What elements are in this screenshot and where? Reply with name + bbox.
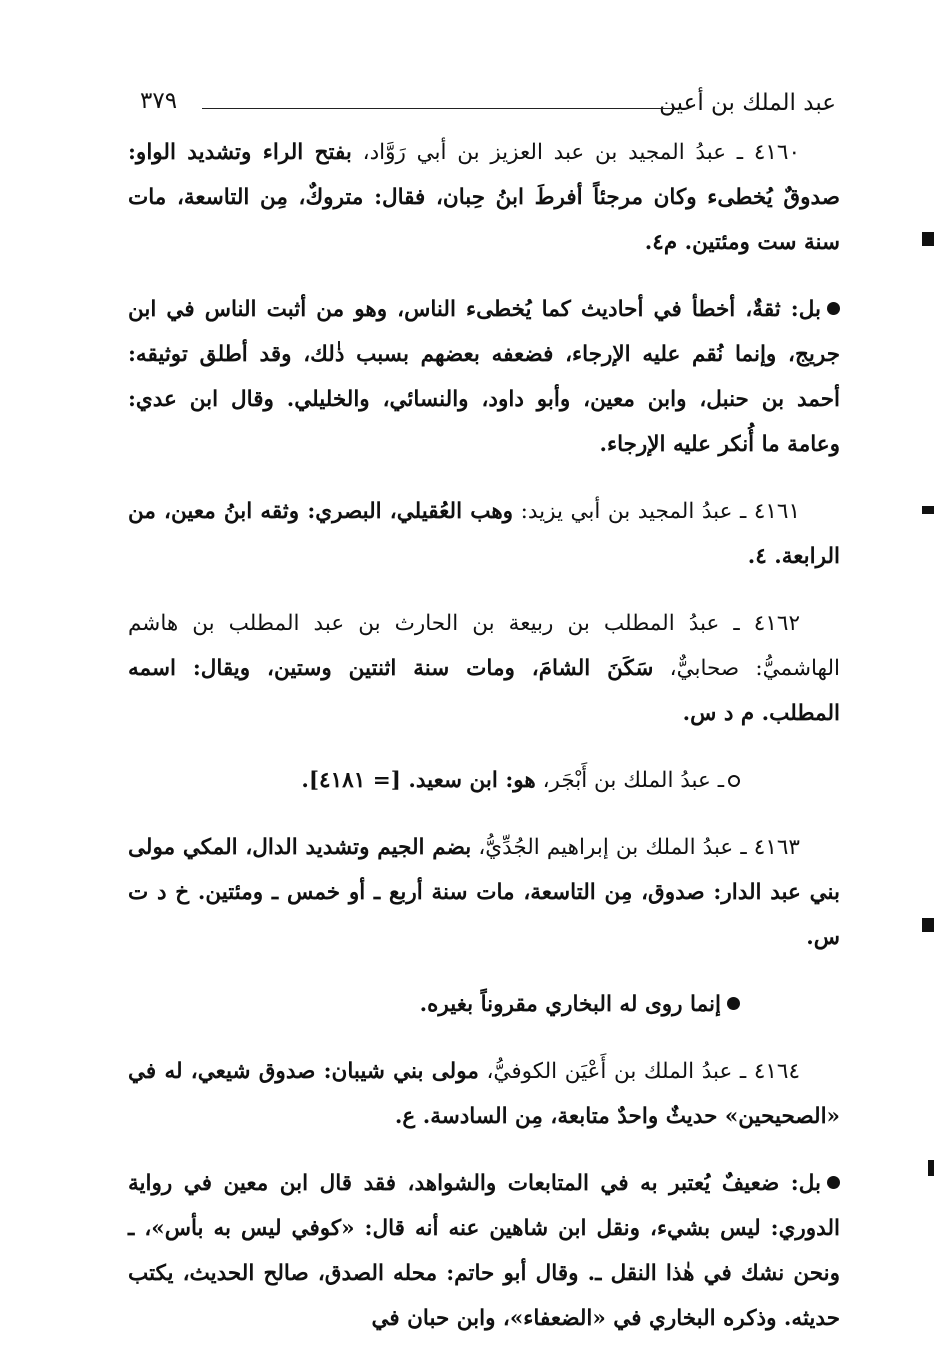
- entry-body: بضم الجيم وتشديد الدال، المكي مولى بني عبد الدار: صدوق، مِن التاسعة، مات سنة أربع ـ أو خمس ـ ومئتين. خ د ت س.: [128, 835, 840, 950]
- entry-number: ٤١٦١: [753, 499, 801, 524]
- comment-4163: [128, 982, 840, 1027]
- hollow-circle-icon: [728, 775, 740, 787]
- entry-4164: [128, 1049, 840, 1139]
- page-content: [128, 130, 840, 1331]
- comment-text: إنما روى له البخاري مقروناً بغيره.: [419, 992, 721, 1017]
- entry-number: ٤١٦٣: [753, 835, 800, 860]
- comment-4164: [128, 1161, 840, 1341]
- cross-reference: [128, 758, 840, 803]
- entry-4161: [128, 489, 840, 579]
- reference-name: ـ عبدُ الملك بن أَبْجَر،: [542, 768, 724, 793]
- running-title: عبد الملك بن أعين: [659, 90, 836, 116]
- comment-text: بل: ثقةٌ، أخطأ في أحاديث كما يُخطىء الناس، وهو من أثبت الناس في ابن جريج، وإنما نُقم عليه الإرجاء، فضعفه بعضهم بسبب ذٰلك، وقد أطلق توثيقه: أحمد بن حنبل، وابن معين، وأبو داود، والنسائي، والخليلي. وقال ابن عدي: وعامة ما أُنكر عليه الإرجاء.: [128, 297, 840, 457]
- entry-body: مولى بني شيبان: صدوق شيعي، له في «الصحيحين» حديثٌ واحدٌ متابعة، مِن السادسة. ع.: [128, 1059, 840, 1129]
- edge-mark: [922, 232, 934, 246]
- comment-text: بل: ضعيفٌ يُعتبر به في المتابعات والشواهد، فقد قال ابن معين في رواية الدوري: ليس بشيء، ونقل ابن شاهين عنه أنه قال: «كوفي ليس به بأس»، ـ ونحن نشك في هٰذا النقل ـ. وقال أبو حاتم: محله الصدق، صالح الحديث، يكتب حديثه. وذكره البخاري في «الضعفاء»، وابن حبان في: [128, 1171, 840, 1331]
- entry-name: ـ عبدُ المطلب بن ربيعة بن الحارث بن عبد المطلب بن هاشم الهاشميُّ: صحابيٌّ،: [128, 611, 840, 681]
- bullet-icon: [727, 997, 740, 1010]
- comment-4160: [128, 287, 840, 467]
- entry-name: ـ عبدُ الملك بن إبراهيم الجُدِّيُّ،: [478, 835, 747, 860]
- entry-4162: [128, 601, 840, 736]
- entry-name: ـ عبدُ المجيد بن عبد العزيز بن أبي رَوَّاد،: [362, 140, 744, 165]
- reference-target: هو: ابن سعيد. [= ٤١٨١].: [301, 768, 536, 793]
- entry-body: بفتح الراء وتشديد الواو: صدوقٌ يُخطىء وكان مرجئاً أفرطَ ابنُ حِبان، فقال: متروكٌ، مِن التاسعة، مات سنة ست ومئتين. م٤.: [128, 140, 840, 255]
- header-rule: [202, 108, 672, 109]
- entry-body: سَكَنَ الشامَ، ومات سنة اثنتين وستين، ويقال: اسمه المطلب. م د س.: [128, 656, 840, 726]
- running-header: [140, 84, 836, 124]
- edge-mark: [928, 1160, 934, 1176]
- entry-number: ٤١٦٠: [753, 140, 801, 165]
- entry-name: ـ عبدُ الملك بن أَعْيَن الكوفيُّ،: [486, 1059, 747, 1084]
- entry-number: ٤١٦٤: [753, 1059, 801, 1084]
- entry-body: وهب العُقيلي، البصري: وثقه ابنُ معين، من الرابعة. ٤.: [128, 499, 840, 569]
- page-number: ٣٧٩: [140, 88, 178, 114]
- bullet-icon: [827, 302, 840, 315]
- edge-mark: [922, 918, 934, 932]
- entry-4160: [128, 130, 840, 265]
- entry-name: ـ عبدُ المجيد بن أبي يزيد:: [520, 499, 747, 524]
- bullet-icon: [827, 1176, 840, 1189]
- entry-number: ٤١٦٢: [753, 611, 800, 636]
- entry-4163: [128, 825, 840, 960]
- edge-mark: [922, 506, 934, 514]
